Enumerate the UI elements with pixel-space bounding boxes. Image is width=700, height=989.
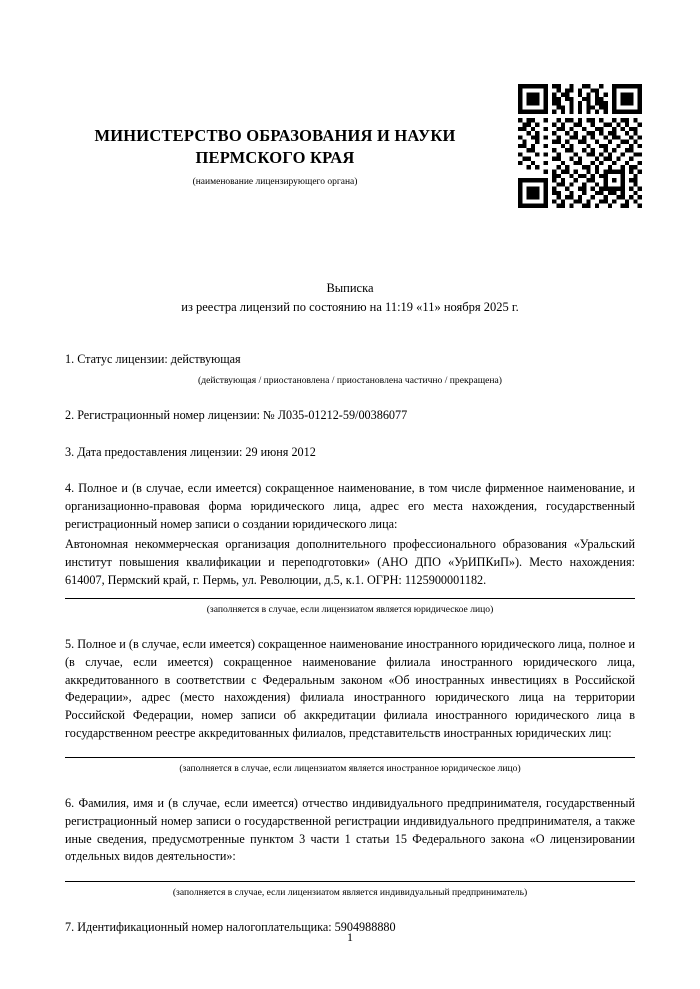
section-1-text: 1. Статус лицензии: действующая — [65, 352, 241, 367]
section-3 — [65, 444, 635, 462]
section-6-blank-area — [65, 866, 635, 872]
section-7-text: 7. Идентификационный номер налогоплательщика: 5904988880 — [65, 920, 396, 935]
document-title-line2: из реестра лицензий по состоянию на 11:19 «11» ноября 2025 г. — [181, 299, 519, 314]
page-number: 1 — [347, 930, 353, 944]
section-4 — [65, 480, 635, 617]
section-6-divider — [65, 881, 635, 882]
section-4-value: Автономная некоммерческая организация дополнительного профессионального образования «Уральский институт повышения квалификации и переподготовки» (АНО ДПО «УрИПКиП»). Место нахождения: 614007, Пермский край, г. Пермь, ул. Революции, д.5, к.1. ОГРН: 1125900001182. — [65, 537, 635, 588]
section-4-label: 4. Полное и (в случае, если имеется) сокращенное наименование, в том числе фирменное наименование, и организационно-правовая форма юридического лица, адрес его места нахождения, государственный регистрационный номер записи о создании юридического лица: — [65, 481, 635, 531]
section-6-note: (заполняется в случае, если лицензиатом является индивидуальный предприниматель) — [172, 887, 528, 899]
section-6 — [65, 795, 635, 900]
document-title — [65, 279, 635, 318]
qr-code-svg — [518, 84, 642, 208]
issuing-authority-line1: МИНИСТЕРСТВО ОБРАЗОВАНИЯ И НАУКИ — [94, 126, 456, 145]
document-header — [65, 0, 485, 187]
section-5-divider — [65, 757, 635, 758]
section-5-blank-area — [65, 742, 635, 748]
document-title-line1: Выписка — [326, 280, 374, 295]
section-3-text: 3. Дата предоставления лицензии: 29 июня 2012 — [65, 444, 316, 459]
section-2 — [65, 407, 635, 425]
section-4-note: (заполняется в случае, если лицензиатом является юридическое лицо) — [206, 604, 494, 616]
section-2-text: 2. Регистрационный номер лицензии: № Л035-01212-59/00386077 — [65, 407, 408, 422]
section-5 — [65, 636, 635, 776]
section-6-label: 6. Фамилия, имя и (в случае, если имеется) отчество индивидуального предпринимателя, государственный регистрационный номер записи о государственной регистрации индивидуального предпринимателя, а также иные сведения, предусмотренные пунктом 3 части 1 статьи 15 Федерального закона «О лицензировании отдельных видов деятельности»: — [65, 796, 635, 864]
section-5-note: (заполняется в случае, если лицензиатом является иностранное юридическое лицо) — [179, 763, 521, 775]
section-4-divider — [65, 598, 635, 599]
section-5-label: 5. Полное и (в случае, если имеется) сокращенное наименование иностранного юридического лица, полное и (в случае, если имеется) сокращенное наименование филиала иностранного юридического лица, аккредитованного в соответствии с Федеральным законом «Об иностранных инвестициях в Российской Федерации», адрес (место нахождения) филиала иностранного юридического лица на территории Российской Федерации, номер записи об аккредитации филиала иностранного юридического лица в государственном реестре аккредитованных филиалов, представительств иностранных юридических лиц: — [65, 637, 635, 740]
section-1 — [65, 351, 635, 388]
issuing-authority-note: (наименование лицензирующего органа) — [192, 176, 358, 187]
qr-code — [518, 84, 642, 208]
section-1-note: (действующая / приостановлена / приостановлена частично / прекращена) — [198, 374, 502, 386]
issuing-authority-line2: ПЕРМСКОГО КРАЯ — [195, 148, 355, 168]
